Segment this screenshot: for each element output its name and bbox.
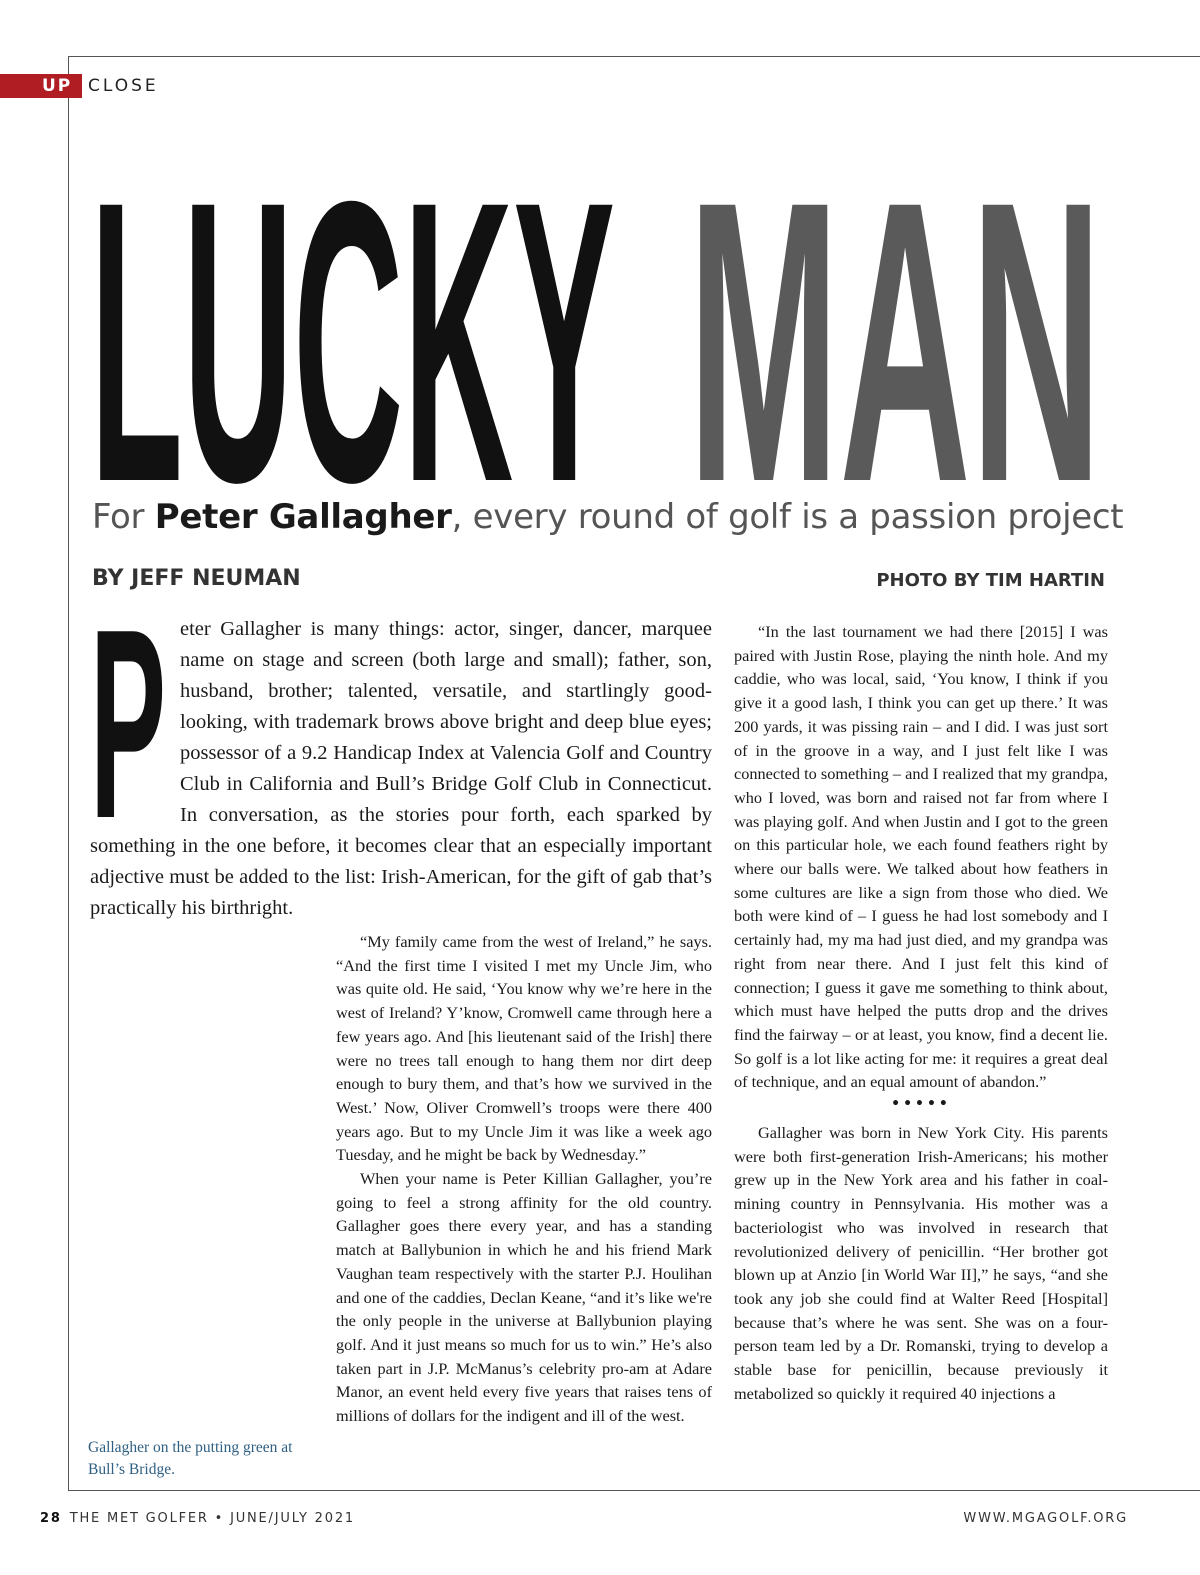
frame-top-rule [68, 56, 1200, 57]
intro-paragraph [90, 614, 712, 924]
section-tag [0, 74, 159, 98]
photo-caption: Gallagher on the putting green at Bull’s Bridge. [88, 1439, 293, 1478]
headline-word-man: MAN [688, 118, 1102, 494]
deck-prefix: For [92, 497, 155, 537]
body-paragraph: “My family came from the west of Ireland,” he says. “And the first time I visited I met my Uncle Jim, who was quite old. He said, ‘You know why we’re here in the west of Ireland? Y’know, Cromwell came through here a few years ago. And [his lieutenant said of the Irish] there were no trees tall enough to hang them nor dirt deep enough to bury them, and that’s how we survived in the West.’ Now, Oliver Cromwell’s troops were there 400 years ago. But to my Uncle Jim it was like a week ago Tuesday, and he might be back by Wednesday.” [336, 932, 712, 1165]
headline [0, 104, 1200, 494]
byline: BY JEFF NEUMAN [92, 566, 301, 591]
frame-bottom-rule [68, 1490, 1200, 1491]
publication-info: THE MET GOLFER • JUNE/JULY 2021 [69, 1511, 355, 1526]
page-number: 28 [40, 1511, 62, 1526]
deck-name: Peter Gallagher [154, 497, 452, 537]
section-tag-label: CLOSE [88, 76, 159, 96]
footer-folio [40, 1511, 355, 1526]
article-column-right [734, 620, 1108, 1406]
body-paragraph: “In the last tournament we had there [2015] I was paired with Justin Rose, playing the ninth hole. And my caddie, who was local, said, ‘You know, I think if you give it a good lash, I think you can get up there.’ It was 200 yards, it was pissing rain – and I did. I was just sort of in the groove in a way, and I just felt like I was connected to something – and I realized that my grandpa, who I loved, was born and raised not far from where I was playing golf. And when Justin and I got to the green on this particular hole, we each found feathers right by where our balls were. We talked about how feathers in some cultures are like a sign from those who died. We both were kind of – I guess he had lost somebody and I certainly had, my ma had just died, and my grandpa was right from near there. And I just felt this kind of connection; I guess it gave me something to think about, which must have helped the putts drop and the drives find the fairway – or at least, you know, find a decent lie. So golf is a lot like acting for me: it requires a great deal of technique, and an equal amount of abandon.” [734, 622, 1108, 1092]
article-column-middle [336, 930, 712, 1428]
deck-suffix: , every round of golf is a passion project [451, 497, 1124, 537]
photo-credit: PHOTO BY TIM HARTIN [876, 570, 1105, 591]
footer-url: WWW.MGAGOLF.ORG [963, 1511, 1128, 1526]
section-separator: ••••• [891, 1096, 951, 1113]
headline-word-lucky: LUCKY [90, 118, 615, 494]
section-tag-highlight: UP [0, 74, 82, 98]
intro-text: eter Gallagher is many things: actor, singer, dancer, marquee name on stage and screen (both large and small); father, son, husband, brother; talented, versatile, and startlingly good-looking, with trademark brows above bright and deep blue eyes; possessor of a 9.2 Handicap Index at Valencia Golf and Country Club in California and Bull’s Bridge Golf Club in Connecticut. In conversation, as the stories pour forth, each sparked by something in the one before, it becomes clear that an especially important adjective must be added to the list: Irish-American, for the gift of gab that’s practically his birthright. [90, 618, 712, 919]
deck-subtitle [92, 497, 1122, 537]
body-paragraph: Gallagher was born in New York City. His parents were both first-generation Irish-Americans; his mother grew up in the New York area and his father in coal-mining country in Pennsylvania. His mother was a bacteriologist who was involved in research that revolutionized delivery of penicillin. “Her brother got blown up at Anzio [in World War II],” he says, “and she took any job she could find at Walter Reed [Hospital] because that’s where he was sent. She was on a four-person team led by a Dr. Romanski, trying to develop a stable base for penicillin, because previously it metabolized so quickly it required 40 injections a [734, 1123, 1108, 1403]
body-paragraph: When your name is Peter Killian Gallagher, you’re going to feel a strong affinity for the old country. Gallagher goes there every year, and has a standing match at Ballybunion in which he and his friend Mark Vaughan team respectively with the starter P.J. Houlihan and one of the caddies, Declan Keane, “and it’s like we're the only people in the universe at Ballybunion playing golf. And it just means so much for us to win.” He’s also taken part in J.P. McManus’s celebrity pro-am at Adare Manor, an event held every five years that raises tens of millions of dollars for the indigent and ill of the west. [336, 1169, 712, 1426]
drop-cap-letter: P [90, 612, 166, 822]
